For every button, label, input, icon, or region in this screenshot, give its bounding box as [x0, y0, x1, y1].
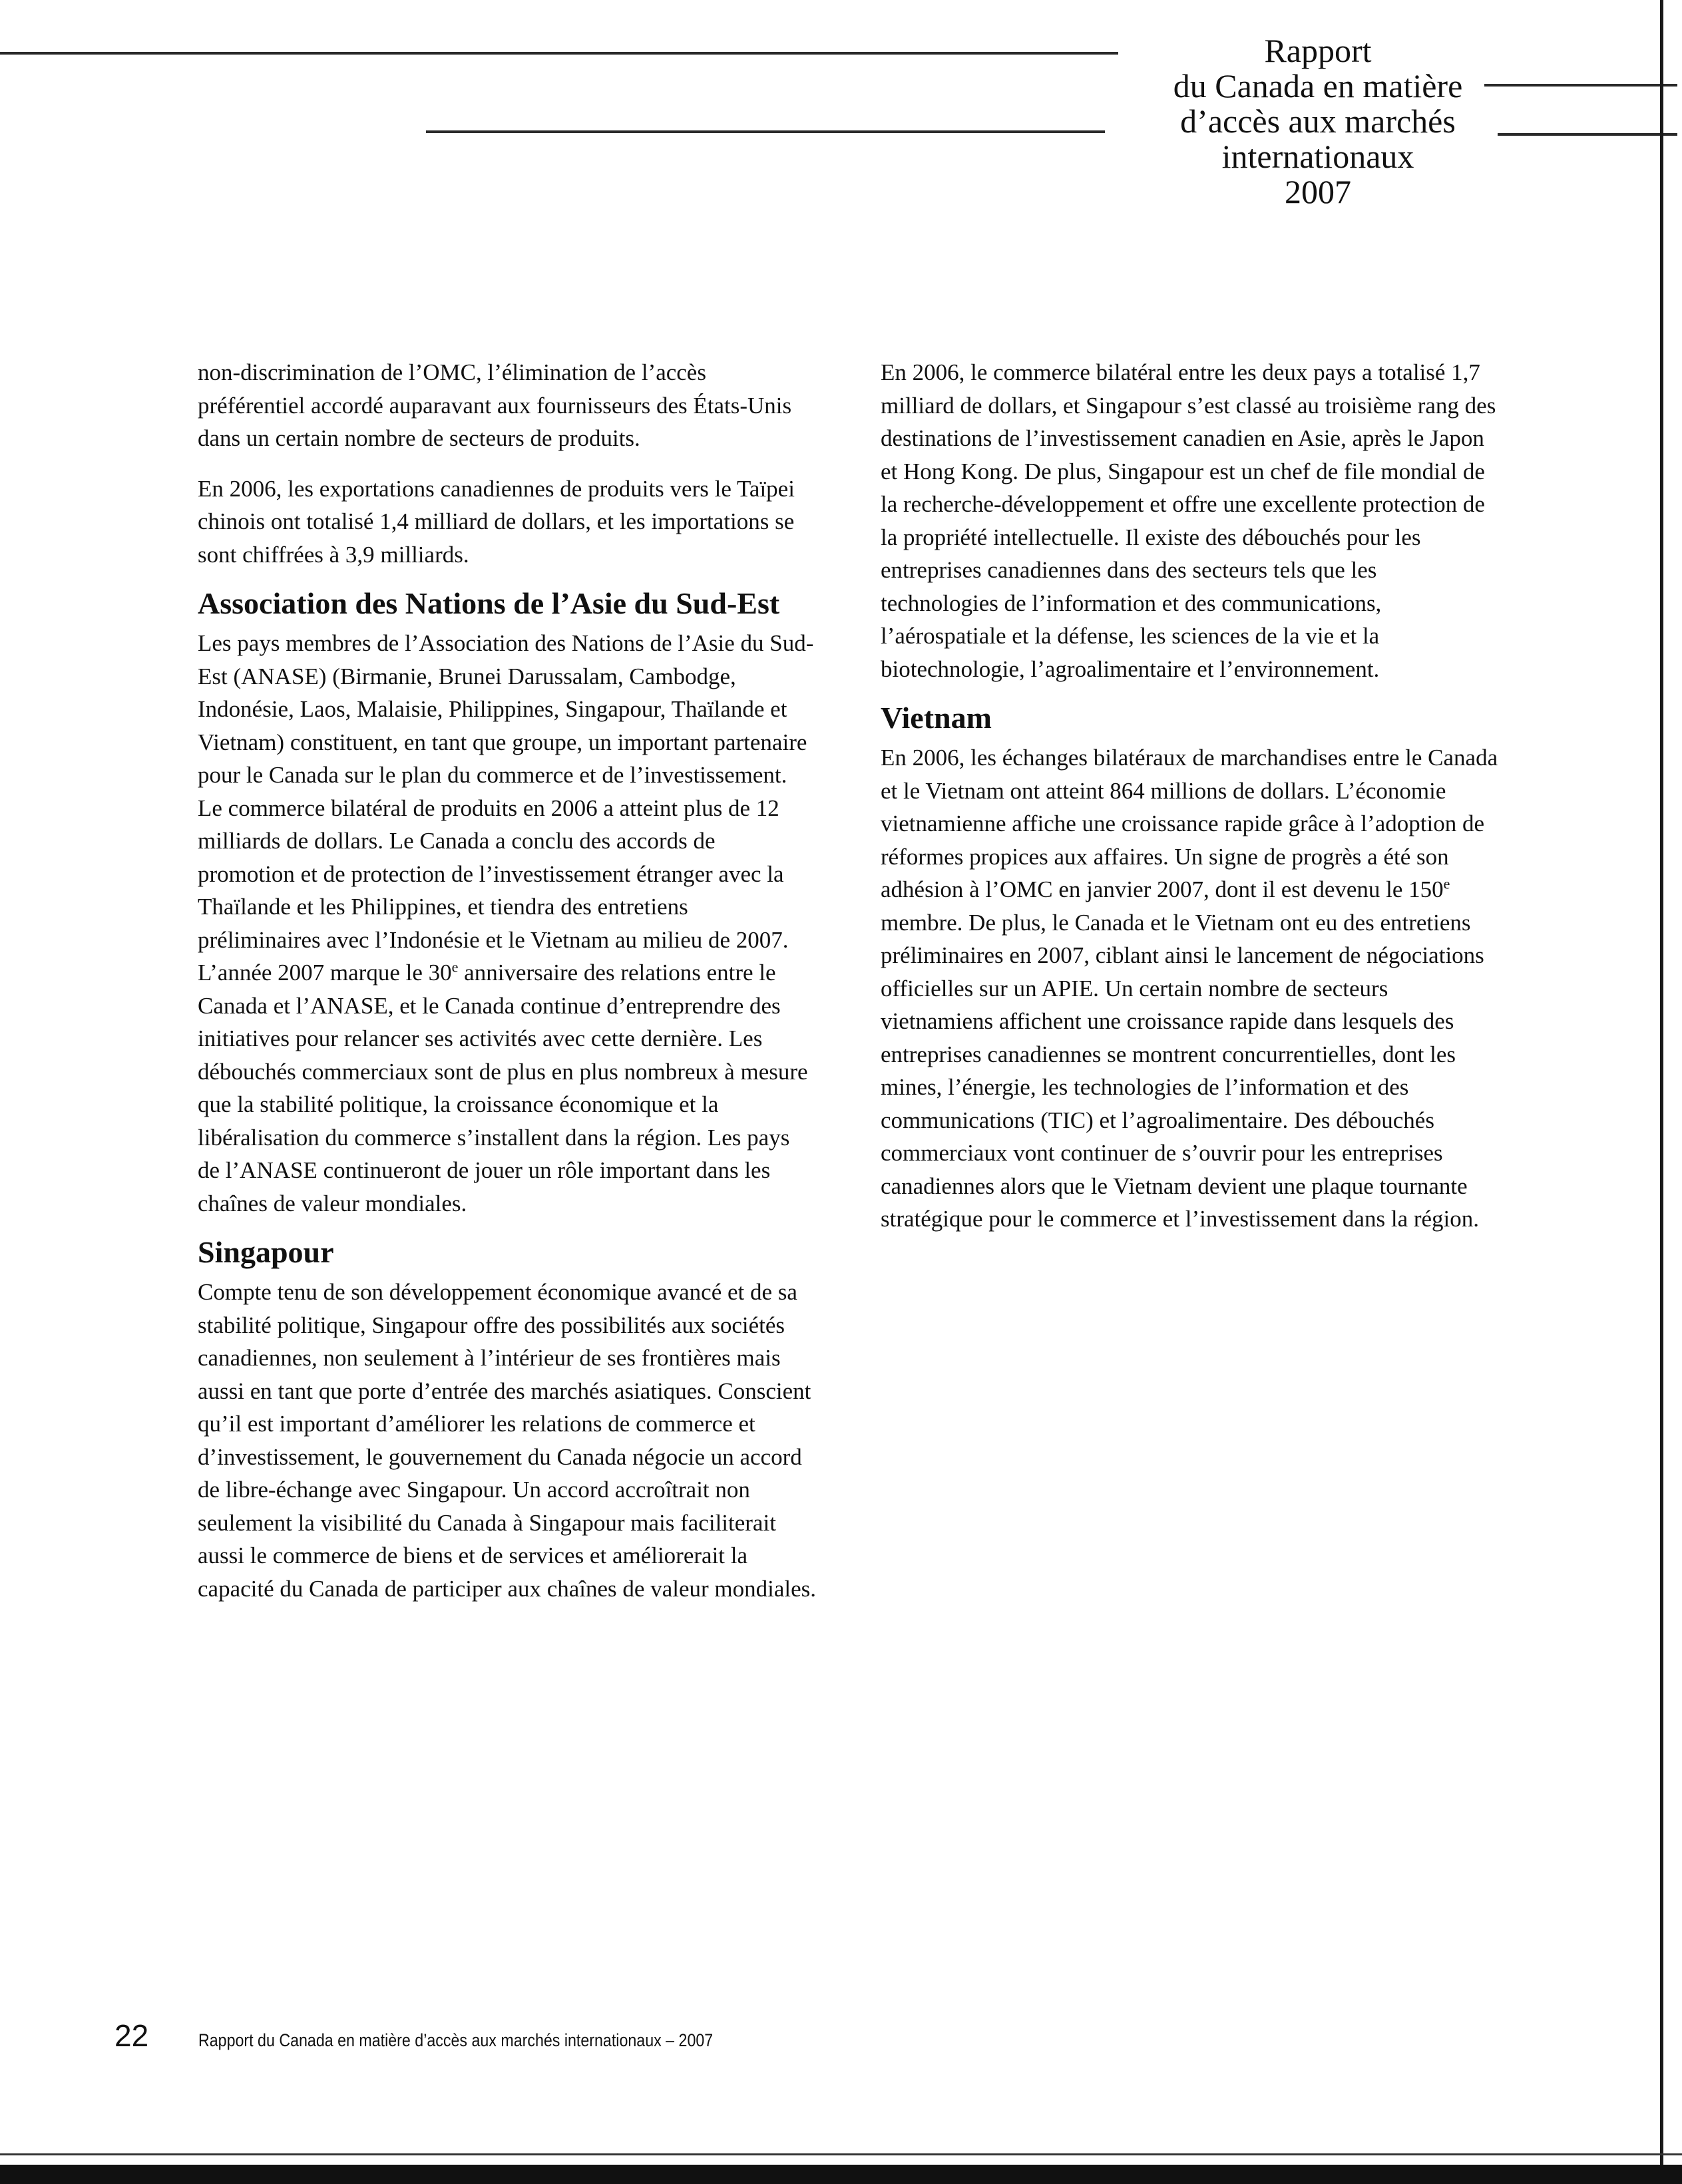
left-column [198, 356, 817, 1622]
paragraph-text: Les pays membres de l’Association des Nations de l’Asie du Sud-Est (ANASE) (Birmanie, Brunei Darussalam, Cambodge, Indonésie, Laos, Malaisie, Philippines, Singapour, Thaïlande et Vietnam) constituent, en tant que groupe, un important partenaire pour le Canada sur le plan du commerce et de l’investissement. Le commerce bilatéral de produits en 2006 a atteint plus de 12 milliards de dollars. Le Canada a conclu des accords de promotion et de protection de l’investissement étranger avec la Thaïlande et les Philippines, et tiendra des entretiens préliminaires avec l’Indonésie et le Vietnam au milieu de 2007. L’année 2007 marque le 30 [198, 630, 814, 986]
header-title-line: d’accès aux marchés [1180, 102, 1456, 140]
header-title-line: du Canada en matière [1173, 67, 1463, 104]
footer-rule [0, 2153, 1682, 2155]
paragraph-text: membre. De plus, le Canada et le Vietnam ont eu des entretiens préliminaires en 2007, ciblant ainsi le lancement de négociations officielles sur un APIE. Un certain nombre de secteurs vietnamiens affichent une croissance rapide dans lesquels des entreprises canadiennes se montrent concurrentielles, dont les mines, l’énergie, les technologies de l’information et des communications (TIC) et l’agroalimentaire. Des débouchés commerciaux vont continuer de s’ouvrir pour les entreprises canadiennes alors que le Vietnam devient une plaque tournante stratégique pour le commerce et l’investissement dans la région. [881, 909, 1484, 1232]
page-edge-line [1660, 0, 1663, 2184]
section-heading-singapore: Singapour [198, 1235, 334, 1269]
section-heading-asean: Association des Nations de l’Asie du Sud-Est [198, 586, 780, 620]
paragraph [881, 741, 1500, 1236]
paragraph [198, 627, 817, 1220]
paragraph: Compte tenu de son développement économique avancé et de sa stabilité politique, Singapour offre des possibilités aux sociétés canadiennes, non seulement à l’intérieur de ses frontières mais aussi en tant que porte d’entrée des marchés asiatiques. Conscient qu’il est important d’améliorer les relations de commerce et d’investissement, le gouvernement du Canada négocie un accord de libre-échange avec Singapour. Un accord accroîtrait non seulement la visibilité du Canada à Singapour mais faciliterait aussi le commerce de biens et de services et améliorerait la capacité du Canada de participer aux chaînes de valeur mondiales. [198, 1279, 817, 1602]
section-heading-vietnam: Vietnam [881, 701, 992, 735]
page-footer [114, 2018, 1046, 2058]
right-column [881, 356, 1500, 1253]
paragraph: En 2006, les exportations canadiennes de produits vers le Taïpei chinois ont totalisé 1,4 milliard de dollars, et les importations se sont chiffrées à 3,9 milliards. [198, 475, 795, 568]
header-title-line: Rapport [1264, 32, 1372, 69]
paragraph: En 2006, le commerce bilatéral entre les deux pays a totalisé 1,7 milliard de dollars, et Singapour s’est classé au troisième rang des destinations de l’investissement canadien en Asie, après le Japon et Hong Kong. De plus, Singapour est un chef de file mondial de la recherche-développement et offre une excellente protection de la propriété intellectuelle. Il existe des débouchés pour les entreprises canadiennes dans des secteurs tels que les technologies de l’information et des communications, l’aérospatiale et la défense, les sciences de la vie et la biotechnologie, l’agroalimentaire et l’environnement. [881, 359, 1496, 682]
ordinal-superscript: e [451, 958, 459, 976]
running-footer-title: Rapport du Canada en matière d’accès aux marchés internationaux – 2007 [198, 2030, 714, 2050]
scan-edge-band [0, 2165, 1682, 2184]
paragraph-text: anniversaire des relations entre le Canada et l’ANASE, et le Canada continue d’entreprendre des initiatives pour relancer ses activités avec cette dernière. Les débouchés commerciaux sont de plus en plus nombreux à mesure que la stabilité politique, la croissance économique et la libéralisation du commerce s’installent dans la région. Les pays de l’ANASE continueront de jouer un rôle important dans les chaînes de valeur mondiales. [198, 960, 808, 1216]
paragraph-text: En 2006, les échanges bilatéraux de marchandises entre le Canada et le Vietnam ont atteint 864 millions de dollars. L’économie vietnamienne affiche une croissance rapide grâce à l’adoption de réformes propices aux affaires. Un signe de progrès a été son adhésion à l’OMC en janvier 2007, dont il est devenu le 150 [881, 745, 1498, 902]
header-title-line: internationaux [1221, 138, 1414, 175]
ordinal-superscript: e [1443, 875, 1450, 892]
header-rule [0, 52, 1118, 55]
header-rule [426, 130, 1105, 133]
header-title-year: 2007 [1285, 173, 1351, 210]
paragraph: non-discrimination de l’OMC, l’élimination de l’accès préférentiel accordé auparavant aux fournisseurs des États-Unis dans un certain nombre de secteurs de produits. [198, 359, 792, 451]
page-number: 22 [114, 2018, 149, 2053]
report-header-title [1092, 33, 1544, 210]
